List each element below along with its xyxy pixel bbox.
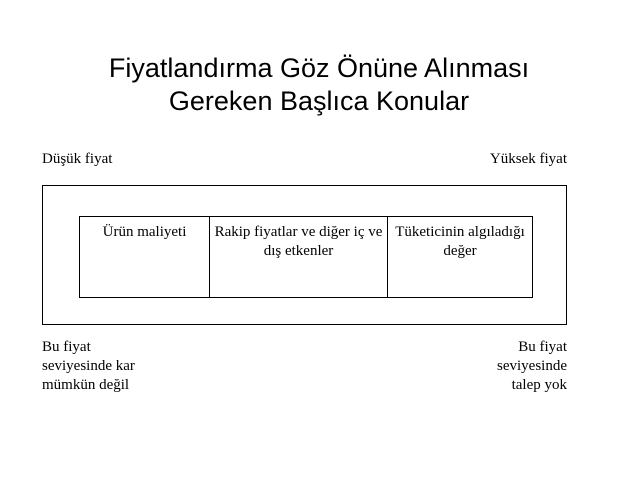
low-price-label: Düşük fiyat	[42, 151, 113, 167]
factor-competitor-prices: Rakip fiyatlar ve diğer iç ve dış etkenler	[209, 217, 387, 297]
high-price-note: Bu fiyat seviyesinde talep yok	[497, 339, 567, 393]
title-line-1: Fiyatlandırma Göz Önüne Alınması	[108, 53, 530, 83]
high-price-label: Yüksek fiyat	[489, 151, 567, 167]
low-price-note: Bu fiyat seviyesinde kar mümkün değil	[42, 339, 135, 393]
slide-title	[0, 52, 638, 118]
title-line-2: Gereken Başlıca Konular	[168, 86, 470, 116]
factor-product-cost: Ürün maliyeti	[102, 224, 187, 240]
pricing-factors-box	[79, 216, 533, 298]
factor-perceived-value: Tüketicinin algıladığı değer	[387, 217, 532, 297]
